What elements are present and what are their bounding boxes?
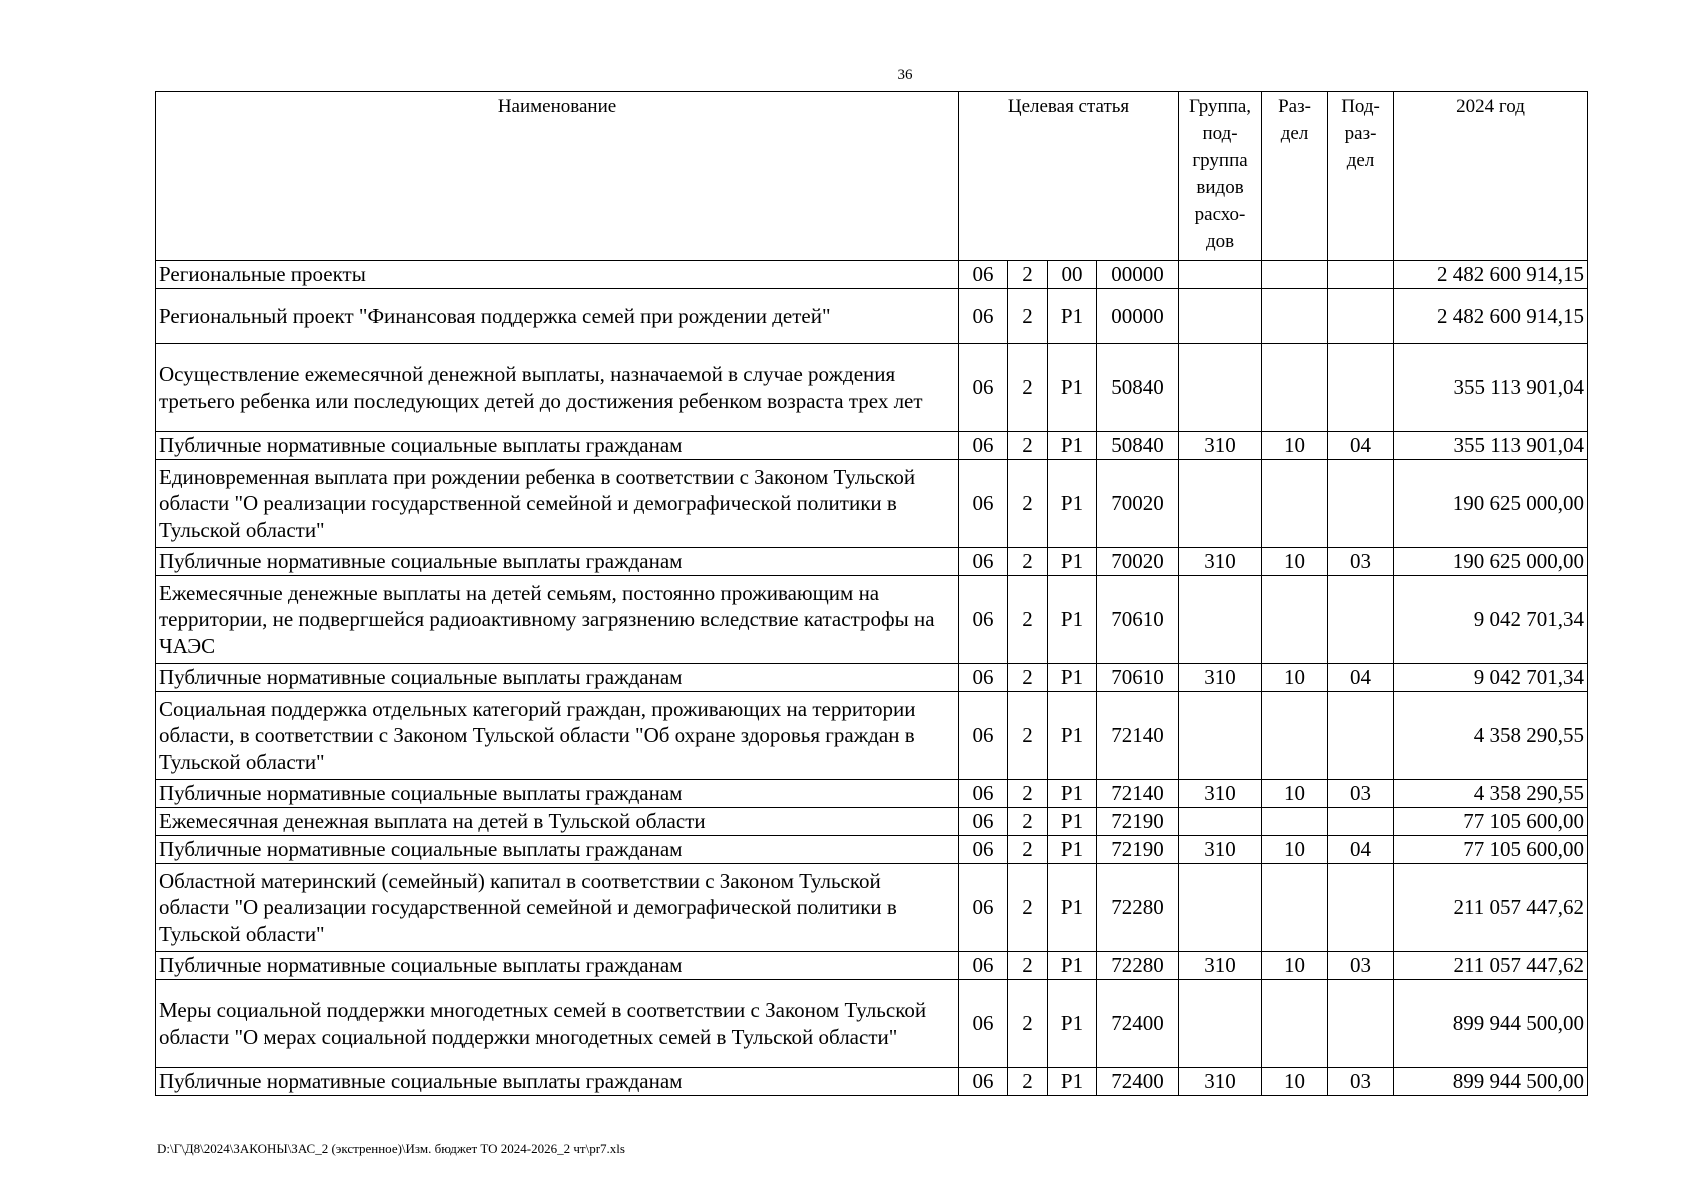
target-code-part1: 06	[959, 576, 1008, 664]
podrazdel-cell	[1328, 576, 1394, 664]
amount-cell: 190 625 000,00	[1394, 548, 1588, 576]
podrazdel-cell	[1328, 460, 1394, 548]
amount-cell: 4 358 290,55	[1394, 692, 1588, 780]
podrazdel-cell: 03	[1328, 952, 1394, 980]
target-code-part3: Р1	[1048, 289, 1097, 344]
expense-group-cell	[1179, 692, 1262, 780]
table-row	[156, 980, 1588, 1068]
row-name-cell: Социальная поддержка отдельных категорий граждан, проживающих на территории области, в соответствии с Законом Тульской области "Об охране здоровья граждан в Тульской области"	[156, 692, 959, 780]
header-razdel: Раз- дел	[1262, 92, 1328, 261]
target-code-part2: 2	[1008, 460, 1048, 548]
row-name-cell: Региональный проект "Финансовая поддержка семей при рождении детей"	[156, 289, 959, 344]
target-code-part4: 72280	[1097, 952, 1179, 980]
target-code-part2: 2	[1008, 664, 1048, 692]
table-row	[156, 289, 1588, 344]
podrazdel-cell: 03	[1328, 1068, 1394, 1096]
table-row	[156, 864, 1588, 952]
podrazdel-cell	[1328, 980, 1394, 1068]
expense-group-cell	[1179, 289, 1262, 344]
table-row	[156, 432, 1588, 460]
target-code-part4: 72280	[1097, 864, 1179, 952]
table-row	[156, 836, 1588, 864]
row-name-cell: Публичные нормативные социальные выплаты гражданам	[156, 664, 959, 692]
razdel-cell	[1262, 808, 1328, 836]
amount-cell: 899 944 500,00	[1394, 1068, 1588, 1096]
razdel-cell	[1262, 692, 1328, 780]
target-code-part4: 50840	[1097, 344, 1179, 432]
expense-group-cell	[1179, 980, 1262, 1068]
razdel-cell	[1262, 261, 1328, 289]
table-row	[156, 692, 1588, 780]
target-code-part4: 72190	[1097, 836, 1179, 864]
target-code-part1: 06	[959, 344, 1008, 432]
target-code-part4: 50840	[1097, 432, 1179, 460]
target-code-part3: Р1	[1048, 1068, 1097, 1096]
header-year-2024: 2024 год	[1394, 92, 1588, 261]
target-code-part4: 72400	[1097, 980, 1179, 1068]
razdel-cell	[1262, 460, 1328, 548]
razdel-cell: 10	[1262, 836, 1328, 864]
target-code-part1: 06	[959, 664, 1008, 692]
budget-table	[155, 91, 1588, 1096]
amount-cell: 2 482 600 914,15	[1394, 289, 1588, 344]
row-name-cell: Осуществление ежемесячной денежной выплаты, назначаемой в случае рождения третьего ребенка или последующих детей до достижения ребенком возраста трех лет	[156, 344, 959, 432]
target-code-part1: 06	[959, 808, 1008, 836]
podrazdel-cell: 03	[1328, 548, 1394, 576]
target-code-part4: 00000	[1097, 289, 1179, 344]
target-code-part1: 06	[959, 952, 1008, 980]
target-code-part3: Р1	[1048, 836, 1097, 864]
target-code-part2: 2	[1008, 548, 1048, 576]
podrazdel-cell: 04	[1328, 664, 1394, 692]
razdel-cell: 10	[1262, 780, 1328, 808]
table-row	[156, 664, 1588, 692]
expense-group-cell: 310	[1179, 836, 1262, 864]
amount-cell: 9 042 701,34	[1394, 664, 1588, 692]
row-name-cell: Ежемесячные денежные выплаты на детей семьям, постоянно проживающим на территории, не подвергшейся радиоактивному загрязнению вследствие катастрофы на ЧАЭС	[156, 576, 959, 664]
header-podrazdel: Под- раз- дел	[1328, 92, 1394, 261]
razdel-cell	[1262, 344, 1328, 432]
expense-group-cell: 310	[1179, 432, 1262, 460]
target-code-part2: 2	[1008, 289, 1048, 344]
amount-cell: 77 105 600,00	[1394, 836, 1588, 864]
expense-group-cell	[1179, 864, 1262, 952]
amount-cell: 355 113 901,04	[1394, 344, 1588, 432]
target-code-part4: 70610	[1097, 576, 1179, 664]
expense-group-cell: 310	[1179, 548, 1262, 576]
row-name-cell: Публичные нормативные социальные выплаты гражданам	[156, 836, 959, 864]
row-name-cell: Публичные нормативные социальные выплаты гражданам	[156, 432, 959, 460]
target-code-part3: Р1	[1048, 780, 1097, 808]
expense-group-cell	[1179, 460, 1262, 548]
expense-group-cell	[1179, 808, 1262, 836]
target-code-part1: 06	[959, 692, 1008, 780]
podrazdel-cell	[1328, 864, 1394, 952]
table-row	[156, 952, 1588, 980]
header-row	[156, 92, 1588, 261]
target-code-part2: 2	[1008, 261, 1048, 289]
target-code-part1: 06	[959, 780, 1008, 808]
target-code-part1: 06	[959, 864, 1008, 952]
target-code-part2: 2	[1008, 980, 1048, 1068]
target-code-part3: Р1	[1048, 344, 1097, 432]
target-code-part2: 2	[1008, 808, 1048, 836]
target-code-part4: 00000	[1097, 261, 1179, 289]
amount-cell: 355 113 901,04	[1394, 432, 1588, 460]
target-code-part4: 70020	[1097, 460, 1179, 548]
podrazdel-cell	[1328, 261, 1394, 289]
target-code-part1: 06	[959, 432, 1008, 460]
table-row	[156, 344, 1588, 432]
target-code-part2: 2	[1008, 344, 1048, 432]
target-code-part4: 72140	[1097, 692, 1179, 780]
row-name-cell: Публичные нормативные социальные выплаты гражданам	[156, 548, 959, 576]
target-code-part4: 70610	[1097, 664, 1179, 692]
amount-cell: 2 482 600 914,15	[1394, 261, 1588, 289]
podrazdel-cell: 03	[1328, 780, 1394, 808]
target-code-part3: Р1	[1048, 952, 1097, 980]
amount-cell: 77 105 600,00	[1394, 808, 1588, 836]
header-expense-group: Группа, под- группа видов расхо- дов	[1179, 92, 1262, 261]
razdel-cell	[1262, 864, 1328, 952]
podrazdel-cell	[1328, 808, 1394, 836]
razdel-cell: 10	[1262, 432, 1328, 460]
row-name-cell: Меры социальной поддержки многодетных семей в соответствии с Законом Тульской области "О мерах социальной поддержки многодетных семей в Тульской области"	[156, 980, 959, 1068]
podrazdel-cell: 04	[1328, 836, 1394, 864]
target-code-part3: Р1	[1048, 808, 1097, 836]
expense-group-cell	[1179, 344, 1262, 432]
table-row	[156, 780, 1588, 808]
target-code-part2: 2	[1008, 432, 1048, 460]
target-code-part3: Р1	[1048, 460, 1097, 548]
razdel-cell: 10	[1262, 664, 1328, 692]
table-row	[156, 1068, 1588, 1096]
amount-cell: 899 944 500,00	[1394, 980, 1588, 1068]
amount-cell: 4 358 290,55	[1394, 780, 1588, 808]
row-name-cell: Единовременная выплата при рождении ребенка в соответствии с Законом Тульской области "О реализации государственной семейной и демографической политики в Тульской области"	[156, 460, 959, 548]
target-code-part3: Р1	[1048, 548, 1097, 576]
target-code-part3: Р1	[1048, 692, 1097, 780]
target-code-part2: 2	[1008, 692, 1048, 780]
row-name-cell: Региональные проекты	[156, 261, 959, 289]
table-row	[156, 460, 1588, 548]
expense-group-cell: 310	[1179, 664, 1262, 692]
amount-cell: 9 042 701,34	[1394, 576, 1588, 664]
amount-cell: 211 057 447,62	[1394, 864, 1588, 952]
target-code-part3: 00	[1048, 261, 1097, 289]
target-code-part2: 2	[1008, 952, 1048, 980]
row-name-cell: Публичные нормативные социальные выплаты гражданам	[156, 1068, 959, 1096]
target-code-part1: 06	[959, 548, 1008, 576]
target-code-part3: Р1	[1048, 980, 1097, 1068]
table-row	[156, 548, 1588, 576]
target-code-part1: 06	[959, 1068, 1008, 1096]
amount-cell: 190 625 000,00	[1394, 460, 1588, 548]
target-code-part2: 2	[1008, 576, 1048, 664]
podrazdel-cell	[1328, 692, 1394, 780]
header-name: Наименование	[156, 92, 959, 261]
row-name-cell: Ежемесячная денежная выплата на детей в Тульской области	[156, 808, 959, 836]
target-code-part3: Р1	[1048, 864, 1097, 952]
target-code-part1: 06	[959, 980, 1008, 1068]
razdel-cell: 10	[1262, 1068, 1328, 1096]
target-code-part3: Р1	[1048, 432, 1097, 460]
header-target-article: Целевая статья	[959, 92, 1179, 261]
target-code-part4: 72190	[1097, 808, 1179, 836]
podrazdel-cell	[1328, 344, 1394, 432]
target-code-part3: Р1	[1048, 664, 1097, 692]
razdel-cell	[1262, 289, 1328, 344]
expense-group-cell	[1179, 576, 1262, 664]
target-code-part2: 2	[1008, 836, 1048, 864]
target-code-part4: 72400	[1097, 1068, 1179, 1096]
target-code-part2: 2	[1008, 780, 1048, 808]
podrazdel-cell	[1328, 289, 1394, 344]
table-row	[156, 808, 1588, 836]
target-code-part4: 72140	[1097, 780, 1179, 808]
table-row	[156, 261, 1588, 289]
amount-cell: 211 057 447,62	[1394, 952, 1588, 980]
page-number: 36	[897, 67, 913, 83]
target-code-part2: 2	[1008, 1068, 1048, 1096]
target-code-part3: Р1	[1048, 576, 1097, 664]
expense-group-cell	[1179, 261, 1262, 289]
razdel-cell: 10	[1262, 952, 1328, 980]
target-code-part1: 06	[959, 836, 1008, 864]
razdel-cell: 10	[1262, 548, 1328, 576]
table-body	[156, 261, 1588, 1096]
razdel-cell	[1262, 576, 1328, 664]
target-code-part4: 70020	[1097, 548, 1179, 576]
target-code-part1: 06	[959, 261, 1008, 289]
row-name-cell: Областной материнский (семейный) капитал в соответствии с Законом Тульской области "О реализации государственной семейной и демографической политики в Тульской области"	[156, 864, 959, 952]
row-name-cell: Публичные нормативные социальные выплаты гражданам	[156, 952, 959, 980]
podrazdel-cell: 04	[1328, 432, 1394, 460]
target-code-part2: 2	[1008, 864, 1048, 952]
row-name-cell: Публичные нормативные социальные выплаты гражданам	[156, 780, 959, 808]
expense-group-cell: 310	[1179, 952, 1262, 980]
file-path-footer: D:\Г\Д8\2024\ЗАКОНЫ\ЗАС_2 (экстренное)\Изм. бюджет ТО 2024-2026_2 чт\pr7.xls	[157, 1141, 625, 1156]
expense-group-cell: 310	[1179, 1068, 1262, 1096]
expense-group-cell: 310	[1179, 780, 1262, 808]
table-row	[156, 576, 1588, 664]
target-code-part1: 06	[959, 460, 1008, 548]
razdel-cell	[1262, 980, 1328, 1068]
target-code-part1: 06	[959, 289, 1008, 344]
